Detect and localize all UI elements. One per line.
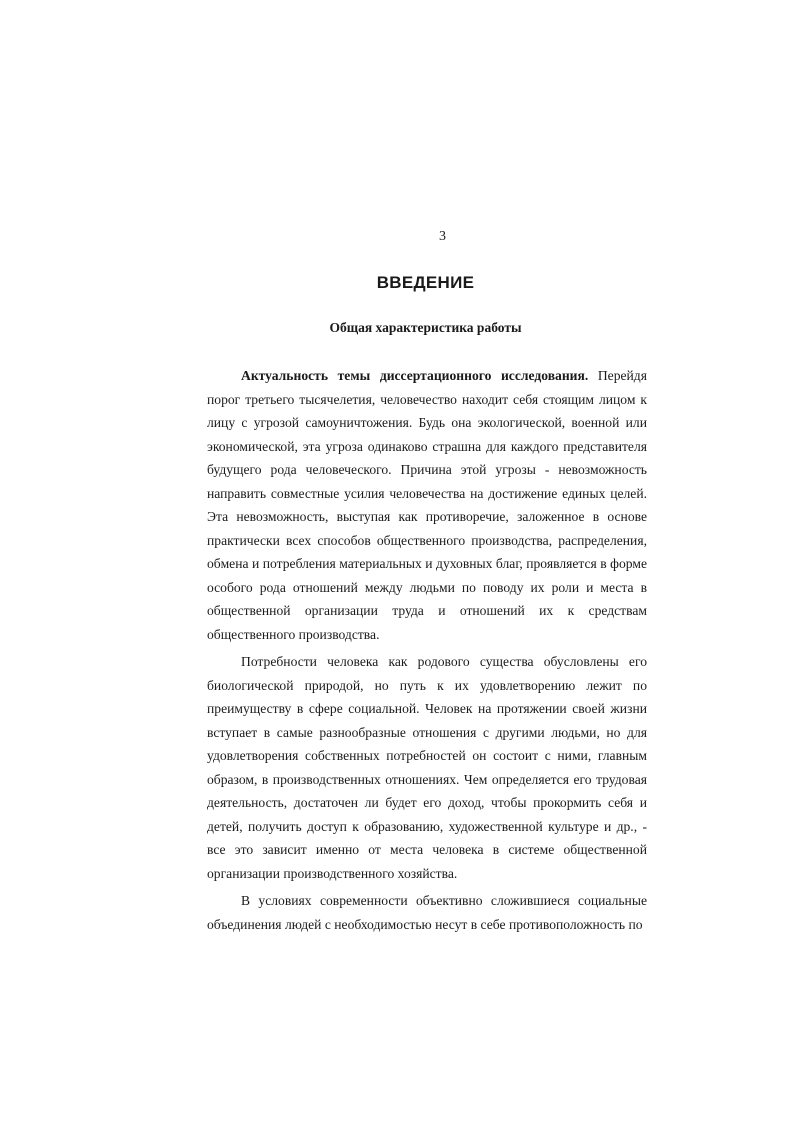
paragraph-2: Потребности человека как родового существа обусловлены его биологической природой, но путь к их удовлетворению лежит по преимуществу в сфере социальной. Человек на протяжении своей жизни вступает в самые разнообразные отношения с другими людьми, но для удовлетворения собственных потребностей он состоит с ними, главным образом, в производственных отношениях. Чем определяется его трудовая деятельность, достаточен ли будет его доход, чтобы прокормить себя и детей, получить доступ к образованию, художественной культуре и др., - все это зависит именно от места человека в системе общественной организации производственного хозяйства. [207,654,647,881]
body-text [207,364,647,940]
chapter-title: ВВЕДЕНИЕ [376,273,475,292]
paragraph-3: В условиях современности объективно сложившиеся социальные объединения людей с необходимостью несут в себе противоположность по [207,893,647,932]
section-subtitle: Общая характеристика работы [329,320,522,335]
paragraph-1-lead: Актуальность темы диссертационного исследования. [241,368,589,383]
paragraph-1 [207,364,647,646]
paragraph-1-text: Перейдя порог третьего тысячелетия, человечество находит себя стоящим лицом к лицу с угрозой самоуничтожения. Будь она экологической, военной или экономической, эта угроза одинаково страшна для каждого представителя будущего рода человеческого. Причина этой угрозы - невозможность направить совместные усилия человечества на достижение единых целей. Эта невозможность, выступая как противоречие, заложенное в основе практически всех способов общественного производства, распределения, обмена и потребления материальных и духовных благ, проявляется в форме особого рода отношений между людьми по поводу их роли и места в общественной организации труда и отношений их к средствам общественного производства. [207,368,647,642]
page-number: 3 [439,229,446,244]
